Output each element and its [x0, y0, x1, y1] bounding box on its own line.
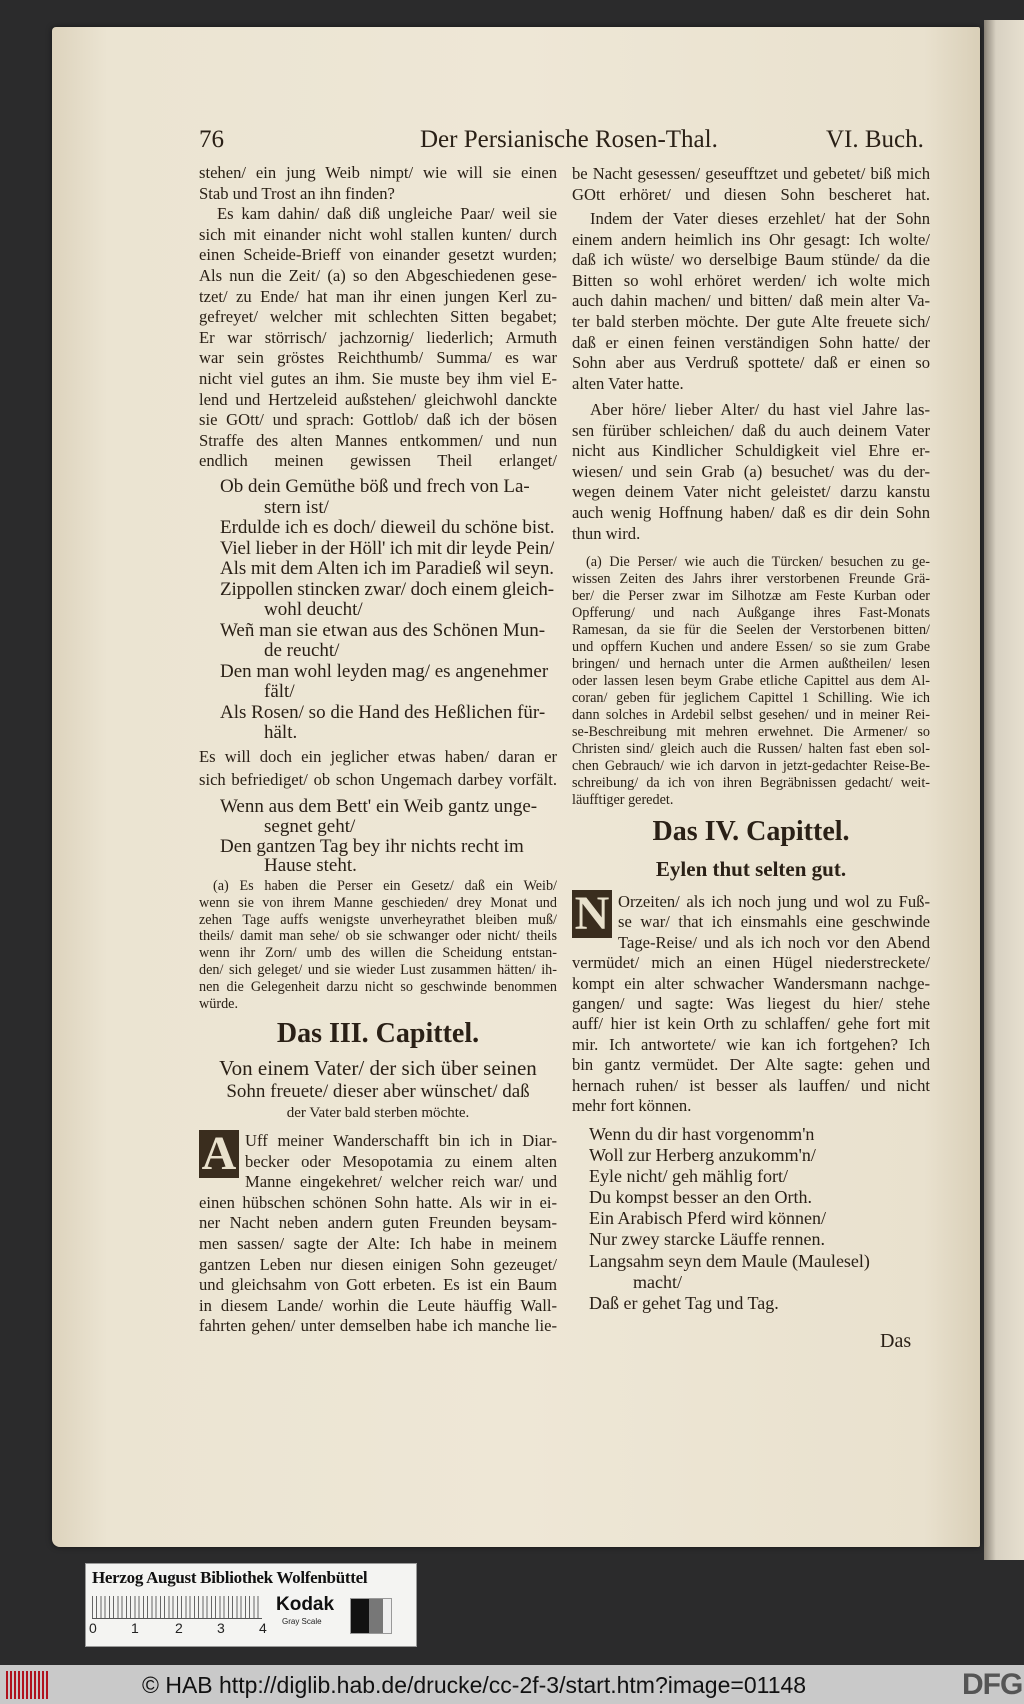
- text-line: sich mit einander nicht wohl stallen kunten/ durch: [199, 224, 557, 244]
- text-line: fahrten gehen/ unter demselben habe ich manche lie-: [199, 1316, 557, 1336]
- text-line: Opfferung/ und nach Außgange ihres Fast-Monats: [572, 605, 930, 621]
- text-line: daß er einen feinen verständigen Sohn hatte/ der: [572, 332, 930, 352]
- text-line: Daß er gehet Tag und Tag.: [589, 1292, 779, 1313]
- text-line: Ein Arabisch Pferd wird können/: [589, 1208, 826, 1229]
- text-line: bin gantz vermüdet. Der Alte sagte: gehen und: [572, 1055, 930, 1075]
- text-line: schreibung/ da ich von ihren Begräbnissen gedacht/ weit-: [572, 775, 930, 791]
- library-name: Herzog August Bibliothek Wolfenbüttel: [92, 1568, 368, 1587]
- text-line: war sein gröstes Reichthumb/ Summa/ es war: [199, 348, 557, 368]
- right-paragraph-1: [572, 163, 930, 205]
- text-line: becker oder Mesopotamia zu einem alten: [245, 1151, 557, 1171]
- text-line: sich befriediget/ ob schon Ungemach darbey vorfält.: [199, 770, 557, 789]
- text-line: Aber höre/ lieber Alter/ du hast viel Jahre las-: [590, 400, 930, 419]
- chapter-3-subtitle-2: Sohn freuete/ dieser aber wünschet/ daß: [226, 1081, 530, 1102]
- text-line: bringen/ und hernach unter die Armen außtheilen/ lesen: [572, 656, 930, 672]
- text-line: endlich meinen gewissen Theil erlanget/: [199, 451, 557, 471]
- facing-page-edge: [984, 20, 1024, 1560]
- chapter-3-heading: Das III. Capittel.: [276, 1018, 480, 1049]
- text-line: Erdulde ich es doch/ dieweil du schöne bist.: [220, 517, 555, 538]
- text-line: Sohn aber aus Verdruß spottete/ daß er einen so: [572, 353, 930, 373]
- ruler-number: 1: [131, 1620, 139, 1636]
- text-line: Tage-Reise/ und als ich noch vor den Abend: [618, 932, 930, 952]
- text-line: Orzeiten/ als ich noch jung und wol zu Fuß-: [618, 892, 930, 911]
- text-line: Viel lieber in der Höll' ich mit dir leyde Pein/: [220, 537, 555, 559]
- text-line: Er war störrisch/ jachzornig/ liederlich; Armuth: [199, 327, 557, 347]
- text-line: de reucht/: [264, 640, 340, 661]
- text-line: würde.: [199, 995, 239, 1012]
- text-line: lend und Hertzeleid außstehen/ gleichwohl danckte: [199, 389, 557, 409]
- text-line: se-Beschreibung mit mehren erwehnet. Die Armener/ so: [572, 724, 930, 740]
- text-line: daß ich wüste/ wo derselbige Baum stünde/ da die: [572, 250, 930, 270]
- right-paragraph-3: [572, 400, 930, 544]
- text-line: chen Gebrauch/ wie ich darvon in jetzt-gedachter Reise-Be-: [572, 758, 930, 774]
- gray-scale-swatch: [350, 1598, 392, 1634]
- text-line: tzet/ zu Ende/ hat man ihr einen jungen Kerl zu-: [199, 286, 557, 306]
- text-line: men sassen/ sagte der Alte: Ich habe in meinem: [199, 1233, 557, 1253]
- text-line: und gleichsahm von Gott erbeten. Es ist ein Baum: [199, 1275, 557, 1295]
- text-line: mehr fort können.: [572, 1096, 692, 1116]
- text-line: läufftiger geredet.: [572, 792, 674, 808]
- text-line: Ramesan, da sie für die Seelen der Verstorbenen bitten/: [572, 622, 930, 638]
- text-line: (a) Es haben die Perser ein Gesetz/ daß ein Weib/: [213, 878, 557, 894]
- catchword: Das: [880, 1330, 912, 1352]
- text-line: Weñ man sie etwan aus des Schönen Mun-: [220, 619, 546, 641]
- text-line: sen fürüber schleichen/ daß du auch deinem Vater: [572, 420, 930, 440]
- text-line: Es kam dahin/ daß diß ungleiche Paar/ weil sie: [217, 204, 557, 224]
- text-line: Ob dein Gemüthe böß und frech von La-: [220, 476, 530, 497]
- text-line: stern ist/: [264, 496, 329, 518]
- text-line: se war/ that ich einsmahls eine geschwinde: [618, 912, 930, 932]
- text-line: Als mit dem Alten ich im Paradieß wil seyn.: [220, 558, 554, 579]
- text-line: einen Scheide-Brieff von einander gesetzt wurden;: [199, 245, 557, 265]
- text-line: gefreyet/ welcher mit schlechten Sitten begabet;: [199, 307, 557, 327]
- right-verse: [589, 1124, 929, 1314]
- text-line: wissen Zeiten des Jahrs ihrer verstorbenen Freunde Grä-: [572, 571, 930, 587]
- text-line: ber/ die Perser zwar im Silhotzæ am Feste Kurban oder: [572, 588, 930, 604]
- chapter-4-heading: Das IV. Capittel.: [652, 816, 850, 847]
- ruler-number: 4: [259, 1620, 267, 1636]
- text-line: kompt ein alter schwacher Wandersmann nachge-: [572, 973, 930, 993]
- text-line: Hause steht.: [264, 855, 357, 877]
- text-line: einem andern heimlich ins Ohr gesagt: Ich wolte/: [572, 229, 930, 249]
- text-line: (a) Die Perser/ wie auch die Türcken/ besuchen zu ge-: [586, 554, 930, 570]
- text-line: Uff meiner Wanderschafft bin ich in Diar-: [245, 1131, 557, 1150]
- left-paragraph-2: [199, 745, 557, 791]
- text-line: wegen deinem Vater nicht geleistet/ darzu kanstu: [572, 482, 930, 502]
- text-line: Es will doch ein jeglicher etwas haben/ daran er: [199, 747, 557, 766]
- text-line: wiesen/ und sein Grab (a) besuchet/ was du der-: [572, 461, 930, 481]
- text-line: Stab und Trost an ihn finden?: [199, 183, 395, 203]
- chapter-3-subtitle-1: Von einem Vater/ der sich über seinen: [219, 1056, 537, 1080]
- text-line: coran/ geben für jeglichem Capittel 1 Schilling. Wie ich: [572, 690, 930, 706]
- text-line: Wenn aus dem Bett' ein Weib gantz unge-: [220, 796, 538, 817]
- hab-logo-icon: [6, 1671, 48, 1699]
- text-line: gangen/ und sagte: Was liegest du hier/ stehe: [572, 994, 930, 1014]
- right-footnote: [572, 554, 930, 809]
- right-paragraph-4: [572, 892, 930, 1116]
- chapter-3-subtitle-3: der Vater bald sterben möchte.: [286, 1105, 470, 1121]
- ruler-number: 2: [175, 1620, 183, 1636]
- text-line: thun wird.: [572, 523, 641, 543]
- text-line: in diesem Lande/ worhin die Leute häuffig Wall-: [199, 1295, 557, 1315]
- text-line: alten Vater hatte.: [572, 373, 684, 393]
- text-line: Als Rosen/ so die Hand des Heßlichen für-: [220, 701, 546, 723]
- text-line: einen hübschen schönen Sohn hatte. Als wir in ei-: [199, 1192, 557, 1212]
- text-line: GOtt erhöret/ und diesen Sohn bescheret hat.: [572, 185, 930, 204]
- text-line: gantzen Leben nur diesen einigen Sohn gezeuget/: [199, 1254, 557, 1274]
- text-line: Den man wohl leyden mag/ es angenehmer: [220, 660, 549, 682]
- text-line: oder lassen lesen beym Grabe etliche Capittel aus dem Al-: [572, 673, 930, 689]
- text-line: stehen/ ein jung Weib nimpt/ wie will sie einen: [199, 163, 557, 182]
- text-line: vermüdet/ mich an einen Hügel niederstreckete/: [572, 953, 930, 973]
- text-line: Straffe des alten Mannes entkommen/ und nun: [199, 430, 557, 450]
- ruler: [92, 1596, 262, 1619]
- chapter-4-subtitle: Eylen thut selten gut.: [655, 857, 847, 881]
- text-line: ter bald sterben möchte. Der gute Alte freuete sich/: [572, 311, 930, 331]
- text-line: segnet geht/: [264, 815, 356, 837]
- text-line: wohl deucht/: [264, 599, 363, 620]
- text-line: fält/: [264, 681, 295, 702]
- ruler-number: 3: [217, 1620, 225, 1636]
- gray-scale-label: Gray Scale: [282, 1617, 322, 1626]
- drop-cap: A: [199, 1130, 239, 1178]
- text-line: Woll zur Herberg anzukomm'n/: [589, 1145, 816, 1166]
- text-line: dann solches in Ardebil selbst gesehen/ und in meiner Rei-: [572, 707, 930, 723]
- text-line: auch wenig Hoffnung haben/ daß es dir dein Sohn: [572, 502, 930, 522]
- text-line: zehen Tage auffs wenigste unverheyrathet bleiben muß/: [199, 911, 557, 928]
- left-verse-1: [220, 477, 557, 744]
- drop-cap: N: [572, 890, 612, 938]
- text-line: theils/ damit man sehe/ ob sie schwanger oder nicht/ theils: [199, 928, 557, 945]
- text-line: Manne eingekehret/ welcher reich war/ und: [245, 1172, 557, 1192]
- text-line: nen die Gelegenheit darzu nicht so geschwinde benommen: [199, 978, 557, 995]
- book-number: VI. Buch.: [826, 126, 924, 153]
- ruler-number: 0: [89, 1620, 97, 1636]
- text-line: nicht viel gutes an ihm. Sie muste bey ihm viel E-: [199, 368, 557, 388]
- text-line: Indem der Vater dieses erzehlet/ hat der Sohn: [590, 209, 930, 228]
- text-line: Zippollen stincken zwar/ doch einem gleich-: [220, 578, 554, 600]
- left-footnote: [199, 878, 557, 1012]
- text-line: ner Nacht neben andern guten Freunden beysam-: [199, 1213, 557, 1233]
- right-paragraph-2: [572, 209, 930, 394]
- text-line: Den gantzen Tag bey ihr nichts recht im: [220, 835, 524, 857]
- text-line: Du kompst besser an den Orth.: [589, 1187, 812, 1208]
- text-line: sie GOtt/ und sprach: Gottlob/ daß ich der bösen: [199, 410, 557, 430]
- text-line: nicht aus Kindlicher Schuldigkeit viel Ehre er-: [572, 441, 930, 461]
- text-line: Eyle nicht/ geh mählig fort/: [589, 1166, 788, 1187]
- text-line: Wenn du dir hast vorgenomm'n: [589, 1124, 815, 1144]
- left-paragraph-3: [199, 1131, 557, 1337]
- text-line: be Nacht gesessen/ geseufftzet und gebetet/ biß mich: [572, 164, 930, 183]
- text-line: mir. Ich antwortete/ wie kan ich fortgehen? Ich: [572, 1034, 930, 1054]
- text-line: macht/: [633, 1271, 682, 1292]
- footer-bar: [0, 1665, 1024, 1704]
- scale-label: [85, 1563, 417, 1647]
- text-line: Nur zwey starcke Läuffe rennen.: [589, 1229, 826, 1250]
- kodak-brand: Kodak: [276, 1594, 335, 1615]
- text-line: wenn sie von ihrem Manne geschieden/ drey Monat und: [199, 894, 557, 911]
- text-line: Als nun die Zeit/ (a) so den Abgeschiedenen gese-: [199, 265, 557, 285]
- text-line: hält.: [264, 722, 298, 743]
- text-line: und opffern Kuchen und andere Essen/ so sie zum Grabe: [572, 639, 930, 655]
- text-line: auch dahin machen/ und bitten/ daß mein alter Va-: [572, 291, 930, 311]
- page-number: 76: [199, 126, 224, 153]
- text-line: auff/ hier ist kein Orth zu schlaffen/ gehe fort mit: [572, 1014, 930, 1034]
- copyright-link[interactable]: © HAB http://diglib.hab.de/drucke/cc-2f-3/start.htm?image=01148: [142, 1672, 807, 1698]
- text-line: Bitten so wohl erhöret werden/ ich wolte mich: [572, 270, 930, 290]
- running-title: Der Persianische Rosen-Thal.: [420, 126, 718, 153]
- text-line: den/ sich geleget/ und sie wieder Lust zusammen hätten/ ih-: [199, 961, 557, 978]
- text-line: wenn ihr Zorn/ umb des willen die Scheidung entstan-: [199, 945, 557, 962]
- text-line: hernach ruhen/ ist besser als lauffen/ und nicht: [572, 1075, 930, 1095]
- left-paragraph-1: [199, 163, 557, 472]
- text-line: Langsahm seyn dem Maule (Maulesel): [589, 1250, 870, 1271]
- left-verse-2: [220, 797, 557, 876]
- dfg-logo: DFG: [962, 1668, 1023, 1701]
- text-line: Christen sind/ gleich auch die Russen/ halten fast eben sol-: [572, 741, 930, 757]
